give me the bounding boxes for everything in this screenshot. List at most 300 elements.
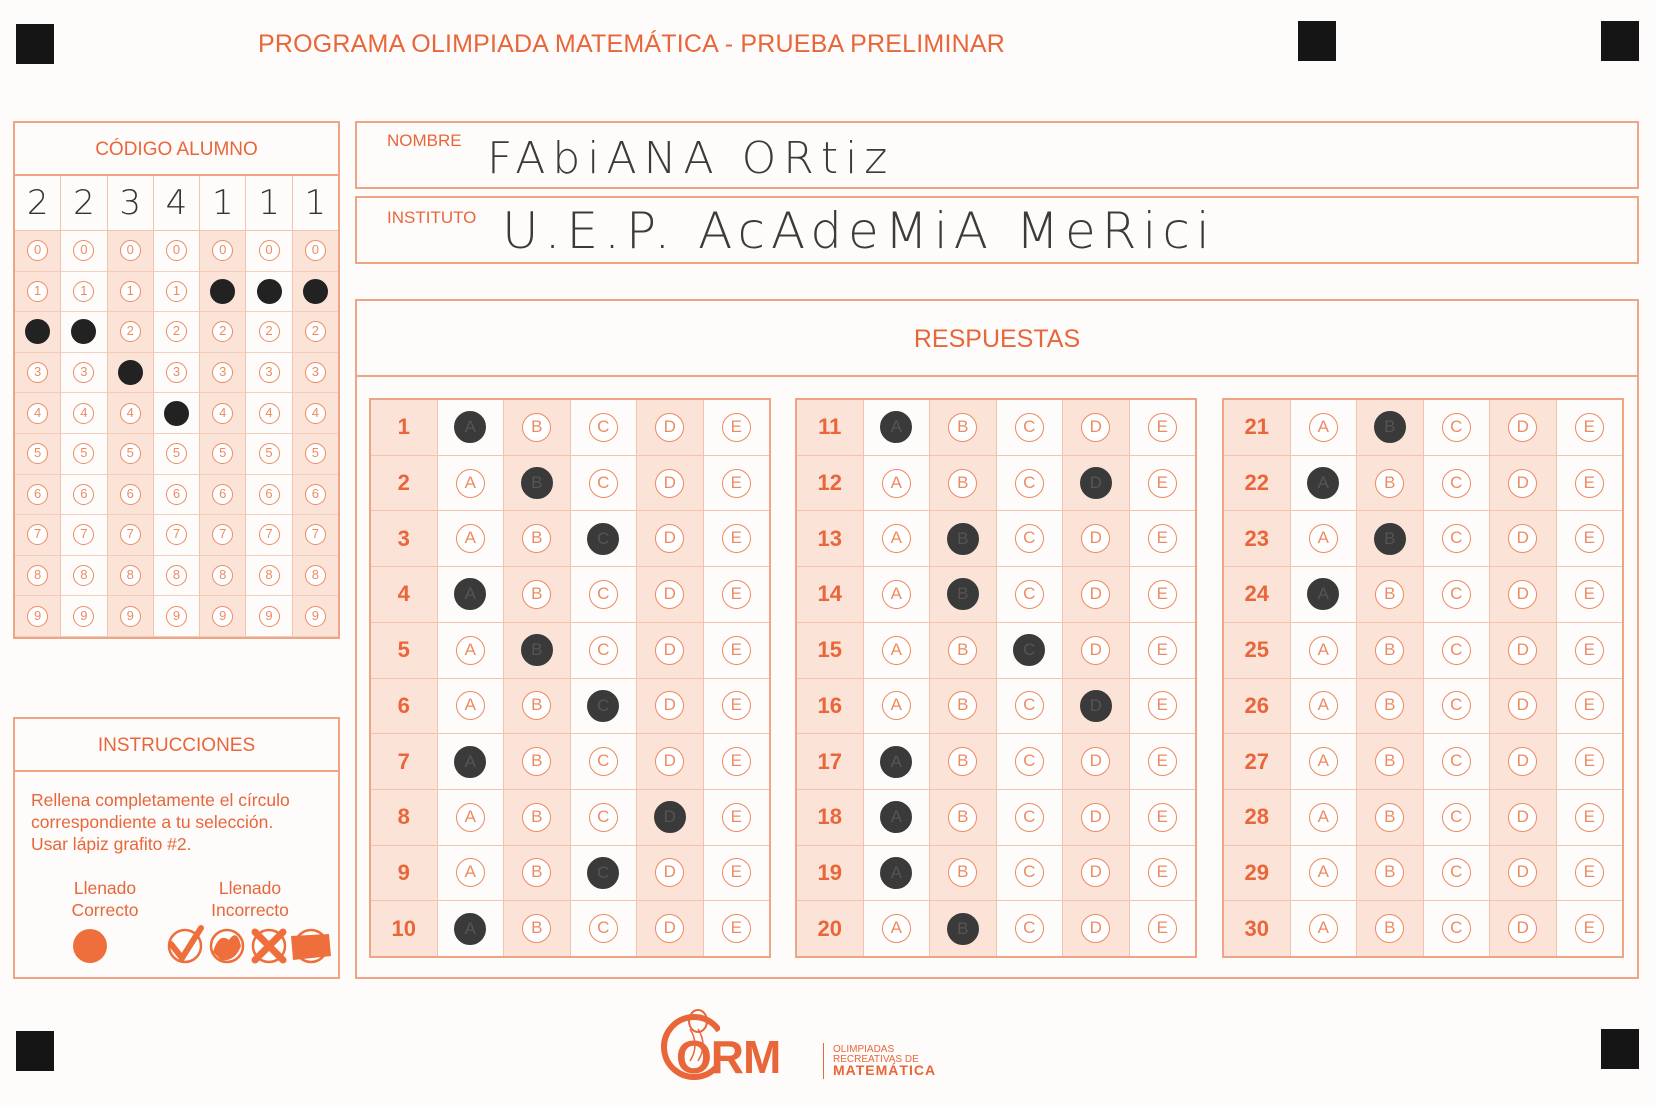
code-bubble-6[interactable]: 6 <box>27 484 48 505</box>
answer-bubble-16-e[interactable]: E <box>1148 691 1177 720</box>
logo-sub-line-2: RECREATIVAS DE <box>833 1054 919 1065</box>
answer-bubble-16-a[interactable]: A <box>882 691 911 720</box>
option-column-a <box>1291 400 1358 956</box>
answer-bubble-21-a[interactable]: A <box>1309 413 1338 442</box>
answer-bubble-24-e[interactable]: E <box>1575 580 1604 609</box>
code-cell <box>108 231 153 272</box>
question-number: 19 <box>817 859 842 885</box>
answer-cell <box>1291 400 1357 456</box>
answer-bubble-12-c[interactable]: C <box>1015 469 1044 498</box>
answer-bubble-2-e[interactable]: E <box>722 469 751 498</box>
answer-bubble-12-b[interactable]: B <box>948 469 977 498</box>
answer-bubble-25-c[interactable]: C <box>1442 636 1471 665</box>
question-number-cell <box>797 567 863 623</box>
code-bubble-5[interactable]: 5 <box>166 443 187 464</box>
answer-bubble-21-e[interactable]: E <box>1575 413 1604 442</box>
code-bubble-1[interactable]: 1 <box>73 281 94 302</box>
code-cell <box>246 272 291 313</box>
answer-bubble-1-a[interactable]: A <box>454 411 486 443</box>
answer-bubble-4-a[interactable]: A <box>454 578 486 610</box>
question-number: 14 <box>817 581 842 607</box>
code-bubble-9[interactable]: 9 <box>212 606 233 627</box>
answer-bubble-23-c[interactable]: C <box>1442 524 1471 553</box>
answer-bubble-25-d[interactable]: D <box>1508 636 1537 665</box>
code-bubble-5[interactable]: 5 <box>27 443 48 464</box>
answer-bubble-19-b[interactable]: B <box>948 858 977 887</box>
answer-cell <box>504 846 570 902</box>
correct-fill-label-line-1: Llenado <box>73 878 137 898</box>
code-bubble-3[interactable]: 3 <box>259 362 280 383</box>
answer-cell <box>1490 456 1556 512</box>
answer-bubble-17-b[interactable]: B <box>948 747 977 776</box>
answer-cell <box>1557 400 1623 456</box>
answer-bubble-17-e[interactable]: E <box>1148 747 1177 776</box>
code-bubble-8[interactable]: 8 <box>259 565 280 586</box>
code-bubble-4[interactable]: 4 <box>164 401 189 426</box>
code-bubble-6[interactable]: 6 <box>212 484 233 505</box>
answer-bubble-9-b[interactable]: B <box>522 858 551 887</box>
code-bubble-5[interactable]: 5 <box>305 443 326 464</box>
answer-bubble-25-a[interactable]: A <box>1309 636 1338 665</box>
answer-bubble-24-d[interactable]: D <box>1508 580 1537 609</box>
code-bubble-3[interactable]: 3 <box>118 360 143 385</box>
code-bubble-1[interactable]: 1 <box>210 279 235 304</box>
code-bubble-2[interactable]: 2 <box>25 319 50 344</box>
answer-cell <box>1130 623 1196 679</box>
question-number: 13 <box>817 525 842 551</box>
answer-bubble-30-d[interactable]: D <box>1508 914 1537 943</box>
answer-bubble-22-a[interactable]: A <box>1307 467 1339 499</box>
code-bubble-2[interactable]: 2 <box>71 319 96 344</box>
answer-cell <box>930 901 996 956</box>
question-number: 5 <box>397 637 410 663</box>
answer-bubble-11-b[interactable]: B <box>948 413 977 442</box>
code-bubble-4[interactable]: 4 <box>259 403 280 424</box>
code-bubble-7[interactable]: 7 <box>259 524 280 545</box>
answer-bubble-28-a[interactable]: A <box>1309 803 1338 832</box>
code-bubble-0[interactable]: 0 <box>259 240 280 261</box>
answer-bubble-14-a[interactable]: A <box>882 580 911 609</box>
answer-cell <box>637 567 703 623</box>
answer-bubble-12-e[interactable]: E <box>1148 469 1177 498</box>
answer-bubble-23-b[interactable]: B <box>1374 523 1406 555</box>
answer-bubble-14-b[interactable]: B <box>947 578 979 610</box>
answer-cell <box>1130 901 1196 956</box>
institute-value: U.E.P. AcAdeMiA MeRici <box>502 202 1216 260</box>
answer-bubble-10-a[interactable]: A <box>454 913 486 945</box>
answer-bubble-30-a[interactable]: A <box>1309 914 1338 943</box>
answer-cell <box>571 734 637 790</box>
answer-bubble-12-d[interactable]: D <box>1080 467 1112 499</box>
code-bubble-1[interactable]: 1 <box>120 281 141 302</box>
answer-bubble-26-b[interactable]: B <box>1375 691 1404 720</box>
code-bubble-4[interactable]: 4 <box>212 403 233 424</box>
option-column-c <box>571 400 638 956</box>
answer-cell <box>1357 790 1423 846</box>
code-bubble-0[interactable]: 0 <box>27 240 48 261</box>
code-bubble-3[interactable]: 3 <box>305 362 326 383</box>
answer-bubble-15-b[interactable]: B <box>948 636 977 665</box>
answer-bubble-3-b[interactable]: B <box>522 524 551 553</box>
answer-bubble-8-c[interactable]: C <box>589 803 618 832</box>
code-bubble-0[interactable]: 0 <box>166 240 187 261</box>
code-bubble-5[interactable]: 5 <box>259 443 280 464</box>
answer-bubble-24-c[interactable]: C <box>1442 580 1471 609</box>
code-cell <box>108 434 153 475</box>
answer-bubble-14-d[interactable]: D <box>1081 580 1110 609</box>
code-cell <box>293 434 338 475</box>
answer-bubble-3-e[interactable]: E <box>722 524 751 553</box>
answer-bubble-24-b[interactable]: B <box>1375 580 1404 609</box>
code-bubble-6[interactable]: 6 <box>120 484 141 505</box>
answer-cell <box>1490 400 1556 456</box>
answer-bubble-9-c[interactable]: C <box>587 857 619 889</box>
answer-cell <box>504 456 570 512</box>
answer-bubble-24-a[interactable]: A <box>1307 578 1339 610</box>
answer-bubble-2-a[interactable]: A <box>456 469 485 498</box>
answer-bubble-17-c[interactable]: C <box>1015 747 1044 776</box>
code-bubble-8[interactable]: 8 <box>212 565 233 586</box>
code-cell <box>108 515 153 556</box>
code-cell <box>293 393 338 434</box>
answer-bubble-21-b[interactable]: B <box>1374 411 1406 443</box>
answer-bubble-30-b[interactable]: B <box>1375 914 1404 943</box>
answer-bubble-9-a[interactable]: A <box>456 858 485 887</box>
code-bubble-7[interactable]: 7 <box>212 524 233 545</box>
answer-cell <box>1130 846 1196 902</box>
answer-bubble-5-d[interactable]: D <box>655 636 684 665</box>
answer-bubble-19-c[interactable]: C <box>1015 858 1044 887</box>
answer-bubble-13-e[interactable]: E <box>1148 524 1177 553</box>
code-bubble-9[interactable]: 9 <box>305 606 326 627</box>
answers-grid-21-30 <box>1222 398 1624 958</box>
code-bubble-7[interactable]: 7 <box>27 524 48 545</box>
answer-bubble-1-e[interactable]: E <box>722 413 751 442</box>
answer-cell <box>637 679 703 735</box>
answer-bubble-10-e[interactable]: E <box>722 914 751 943</box>
answer-bubble-27-e[interactable]: E <box>1575 747 1604 776</box>
answer-bubble-20-a[interactable]: A <box>882 914 911 943</box>
code-bubble-8[interactable]: 8 <box>305 565 326 586</box>
code-bubble-2[interactable]: 2 <box>120 321 141 342</box>
answer-cell <box>637 400 703 456</box>
answer-cell <box>571 623 637 679</box>
instructions-line-2: correspondiente a tu selección. <box>31 812 274 832</box>
code-bubble-0[interactable]: 0 <box>120 240 141 261</box>
code-bubble-3[interactable]: 3 <box>73 362 94 383</box>
answer-cell <box>637 901 703 956</box>
answer-bubble-12-a[interactable]: A <box>882 469 911 498</box>
answer-cell <box>1424 901 1490 956</box>
answer-bubble-22-e[interactable]: E <box>1575 469 1604 498</box>
answer-bubble-25-b[interactable]: B <box>1375 636 1404 665</box>
institute-field[interactable] <box>355 196 1639 264</box>
answer-bubble-28-e[interactable]: E <box>1575 803 1604 832</box>
answer-bubble-17-a[interactable]: A <box>880 746 912 778</box>
answer-bubble-29-c[interactable]: C <box>1442 858 1471 887</box>
answer-bubble-8-a[interactable]: A <box>456 803 485 832</box>
answer-bubble-9-e[interactable]: E <box>722 858 751 887</box>
answer-bubble-18-c[interactable]: C <box>1015 803 1044 832</box>
answer-cell <box>997 456 1063 512</box>
answer-bubble-4-e[interactable]: E <box>722 580 751 609</box>
code-bubble-1[interactable]: 1 <box>303 279 328 304</box>
answer-bubble-1-d[interactable]: D <box>655 413 684 442</box>
answer-bubble-27-d[interactable]: D <box>1508 747 1537 776</box>
answer-bubble-23-e[interactable]: E <box>1575 524 1604 553</box>
answer-cell <box>438 734 504 790</box>
answer-bubble-27-b[interactable]: B <box>1375 747 1404 776</box>
code-column-3 <box>108 176 154 637</box>
answer-bubble-30-c[interactable]: C <box>1442 914 1471 943</box>
code-cell <box>15 272 60 313</box>
code-bubble-9[interactable]: 9 <box>259 606 280 627</box>
answer-bubble-16-c[interactable]: C <box>1015 691 1044 720</box>
answer-bubble-20-d[interactable]: D <box>1081 914 1110 943</box>
code-bubble-7[interactable]: 7 <box>305 524 326 545</box>
page-title: PROGRAMA OLIMPIADA MATEMÁTICA - PRUEBA PRELIMINAR <box>258 30 1005 58</box>
code-bubble-6[interactable]: 6 <box>259 484 280 505</box>
incorrect-fill-examples-icon <box>165 924 335 968</box>
code-bubble-8[interactable]: 8 <box>120 565 141 586</box>
answer-bubble-15-d[interactable]: D <box>1081 636 1110 665</box>
answer-bubble-16-b[interactable]: B <box>948 691 977 720</box>
answer-bubble-28-b[interactable]: B <box>1375 803 1404 832</box>
answer-bubble-5-e[interactable]: E <box>722 636 751 665</box>
answer-bubble-6-c[interactable]: C <box>587 690 619 722</box>
answer-bubble-30-e[interactable]: E <box>1575 914 1604 943</box>
code-bubble-6[interactable]: 6 <box>305 484 326 505</box>
answer-bubble-2-b[interactable]: B <box>521 467 553 499</box>
code-column-5 <box>200 176 246 637</box>
code-cell <box>108 353 153 394</box>
answer-cell <box>571 790 637 846</box>
answer-bubble-5-c[interactable]: C <box>589 636 618 665</box>
option-column-e <box>1130 400 1196 956</box>
answer-bubble-6-e[interactable]: E <box>722 691 751 720</box>
answer-bubble-13-c[interactable]: C <box>1015 524 1044 553</box>
answer-bubble-28-c[interactable]: C <box>1442 803 1471 832</box>
answer-bubble-4-c[interactable]: C <box>589 580 618 609</box>
answer-cell <box>1424 790 1490 846</box>
code-bubble-0[interactable]: 0 <box>212 240 233 261</box>
answer-bubble-18-e[interactable]: E <box>1148 803 1177 832</box>
code-bubble-5[interactable]: 5 <box>212 443 233 464</box>
answer-bubble-1-b[interactable]: B <box>522 413 551 442</box>
question-number-cell <box>1224 623 1290 679</box>
answer-bubble-27-c[interactable]: C <box>1442 747 1471 776</box>
answer-bubble-13-d[interactable]: D <box>1081 524 1110 553</box>
answer-bubble-29-d[interactable]: D <box>1508 858 1537 887</box>
answer-bubble-18-a[interactable]: A <box>880 801 912 833</box>
answer-cell <box>438 679 504 735</box>
question-number-cell <box>797 790 863 846</box>
answer-cell <box>1490 846 1556 902</box>
code-bubble-3[interactable]: 3 <box>27 362 48 383</box>
code-bubble-5[interactable]: 5 <box>73 443 94 464</box>
answer-bubble-13-a[interactable]: A <box>882 524 911 553</box>
answer-bubble-3-a[interactable]: A <box>456 524 485 553</box>
answer-bubble-8-e[interactable]: E <box>722 803 751 832</box>
answer-bubble-11-c[interactable]: C <box>1015 413 1044 442</box>
answer-bubble-20-b[interactable]: B <box>947 913 979 945</box>
code-cell <box>61 434 106 475</box>
answer-bubble-25-e[interactable]: E <box>1575 636 1604 665</box>
answer-bubble-2-d[interactable]: D <box>655 469 684 498</box>
correct-fill-label-line-2: Correcto <box>71 900 139 920</box>
question-number-cell <box>797 679 863 735</box>
answer-bubble-29-b[interactable]: B <box>1375 858 1404 887</box>
answer-bubble-11-d[interactable]: D <box>1081 413 1110 442</box>
code-bubble-7[interactable]: 7 <box>166 524 187 545</box>
answer-bubble-5-a[interactable]: A <box>456 636 485 665</box>
code-bubble-6[interactable]: 6 <box>73 484 94 505</box>
answer-bubble-18-d[interactable]: D <box>1081 803 1110 832</box>
code-bubble-4[interactable]: 4 <box>27 403 48 424</box>
code-bubble-2[interactable]: 2 <box>166 321 187 342</box>
code-bubble-9[interactable]: 9 <box>27 606 48 627</box>
code-bubble-8[interactable]: 8 <box>73 565 94 586</box>
answer-bubble-8-b[interactable]: B <box>522 803 551 832</box>
code-cell <box>246 596 291 637</box>
answer-bubble-2-c[interactable]: C <box>589 469 618 498</box>
logo-sub-line-1: OLIMPIADAS <box>833 1044 895 1055</box>
answer-bubble-26-a[interactable]: A <box>1309 691 1338 720</box>
code-bubble-2[interactable]: 2 <box>259 321 280 342</box>
code-cell <box>200 312 245 353</box>
answer-cell <box>1291 623 1357 679</box>
code-bubble-0[interactable]: 0 <box>73 240 94 261</box>
answer-bubble-10-b[interactable]: B <box>522 914 551 943</box>
answer-bubble-4-d[interactable]: D <box>655 580 684 609</box>
answer-bubble-7-e[interactable]: E <box>722 747 751 776</box>
answer-cell <box>997 846 1063 902</box>
answer-bubble-26-e[interactable]: E <box>1575 691 1604 720</box>
code-bubble-3[interactable]: 3 <box>166 362 187 383</box>
answer-bubble-13-b[interactable]: B <box>947 523 979 555</box>
answer-bubble-29-e[interactable]: E <box>1575 858 1604 887</box>
code-bubble-1[interactable]: 1 <box>257 279 282 304</box>
answer-bubble-11-e[interactable]: E <box>1148 413 1177 442</box>
code-cell <box>15 353 60 394</box>
answer-cell <box>637 790 703 846</box>
answer-bubble-6-b[interactable]: B <box>522 691 551 720</box>
code-bubble-8[interactable]: 8 <box>27 565 48 586</box>
code-bubble-4[interactable]: 4 <box>305 403 326 424</box>
answer-bubble-7-c[interactable]: C <box>589 747 618 776</box>
code-cell <box>108 393 153 434</box>
question-number-column <box>371 400 438 956</box>
code-bubble-9[interactable]: 9 <box>120 606 141 627</box>
code-cell <box>246 393 291 434</box>
answer-bubble-10-c[interactable]: C <box>589 914 618 943</box>
answer-bubble-20-c[interactable]: C <box>1015 914 1044 943</box>
answer-bubble-7-a[interactable]: A <box>454 746 486 778</box>
answer-bubble-6-d[interactable]: D <box>655 691 684 720</box>
answer-bubble-7-b[interactable]: B <box>522 747 551 776</box>
answer-bubble-15-a[interactable]: A <box>882 636 911 665</box>
question-number-cell <box>371 679 437 735</box>
answer-bubble-23-a[interactable]: A <box>1309 524 1338 553</box>
answer-cell <box>997 400 1063 456</box>
answer-bubble-3-c[interactable]: C <box>587 523 619 555</box>
code-bubble-9[interactable]: 9 <box>166 606 187 627</box>
answer-bubble-22-b[interactable]: B <box>1375 469 1404 498</box>
code-bubble-3[interactable]: 3 <box>212 362 233 383</box>
answer-bubble-28-d[interactable]: D <box>1508 803 1537 832</box>
answer-bubble-23-d[interactable]: D <box>1508 524 1537 553</box>
answer-bubble-29-a[interactable]: A <box>1309 858 1338 887</box>
answer-bubble-14-c[interactable]: C <box>1015 580 1044 609</box>
code-cell <box>61 231 106 272</box>
answer-bubble-16-d[interactable]: D <box>1080 690 1112 722</box>
name-field[interactable] <box>355 121 1639 189</box>
answer-cell <box>1130 734 1196 790</box>
answer-bubble-21-d[interactable]: D <box>1508 413 1537 442</box>
answer-bubble-7-d[interactable]: D <box>655 747 684 776</box>
code-bubble-6[interactable]: 6 <box>166 484 187 505</box>
code-cell <box>154 231 199 272</box>
code-bubble-1[interactable]: 1 <box>166 281 187 302</box>
code-bubble-2[interactable]: 2 <box>212 321 233 342</box>
answer-bubble-14-e[interactable]: E <box>1148 580 1177 609</box>
answer-cell <box>504 679 570 735</box>
answer-bubble-15-e[interactable]: E <box>1148 636 1177 665</box>
code-bubble-0[interactable]: 0 <box>305 240 326 261</box>
answer-bubble-10-d[interactable]: D <box>655 914 684 943</box>
code-bubble-5[interactable]: 5 <box>120 443 141 464</box>
code-bubble-7[interactable]: 7 <box>120 524 141 545</box>
answer-cell <box>637 623 703 679</box>
code-bubble-9[interactable]: 9 <box>73 606 94 627</box>
answer-bubble-20-e[interactable]: E <box>1148 914 1177 943</box>
logo-divider <box>823 1043 824 1079</box>
answer-bubble-18-b[interactable]: B <box>948 803 977 832</box>
answer-bubble-8-d[interactable]: D <box>654 801 686 833</box>
answer-bubble-26-d[interactable]: D <box>1508 691 1537 720</box>
answer-bubble-5-b[interactable]: B <box>521 634 553 666</box>
option-column-d <box>1063 400 1130 956</box>
answer-bubble-11-a[interactable]: A <box>880 411 912 443</box>
code-cell <box>15 231 60 272</box>
answer-bubble-15-c[interactable]: C <box>1013 634 1045 666</box>
code-cell <box>61 596 106 637</box>
answer-bubble-19-d[interactable]: D <box>1081 858 1110 887</box>
answer-bubble-1-c[interactable]: C <box>589 413 618 442</box>
answer-bubble-27-a[interactable]: A <box>1309 747 1338 776</box>
answer-bubble-3-d[interactable]: D <box>655 524 684 553</box>
answer-bubble-22-c[interactable]: C <box>1442 469 1471 498</box>
answer-bubble-4-b[interactable]: B <box>522 580 551 609</box>
instructions-line-1: Rellena completamente el círculo <box>31 790 290 810</box>
answer-bubble-22-d[interactable]: D <box>1508 469 1537 498</box>
code-bubble-2[interactable]: 2 <box>305 321 326 342</box>
answer-bubble-19-a[interactable]: A <box>880 857 912 889</box>
answer-bubble-26-c[interactable]: C <box>1442 691 1471 720</box>
answer-bubble-21-c[interactable]: C <box>1442 413 1471 442</box>
code-bubble-8[interactable]: 8 <box>166 565 187 586</box>
answer-bubble-9-d[interactable]: D <box>655 858 684 887</box>
code-bubble-7[interactable]: 7 <box>73 524 94 545</box>
code-bubble-4[interactable]: 4 <box>73 403 94 424</box>
answer-bubble-19-e[interactable]: E <box>1148 858 1177 887</box>
code-bubble-1[interactable]: 1 <box>27 281 48 302</box>
answer-bubble-6-a[interactable]: A <box>456 691 485 720</box>
code-bubble-4[interactable]: 4 <box>120 403 141 424</box>
code-cell <box>154 272 199 313</box>
code-cell <box>61 393 106 434</box>
answer-bubble-17-d[interactable]: D <box>1081 747 1110 776</box>
